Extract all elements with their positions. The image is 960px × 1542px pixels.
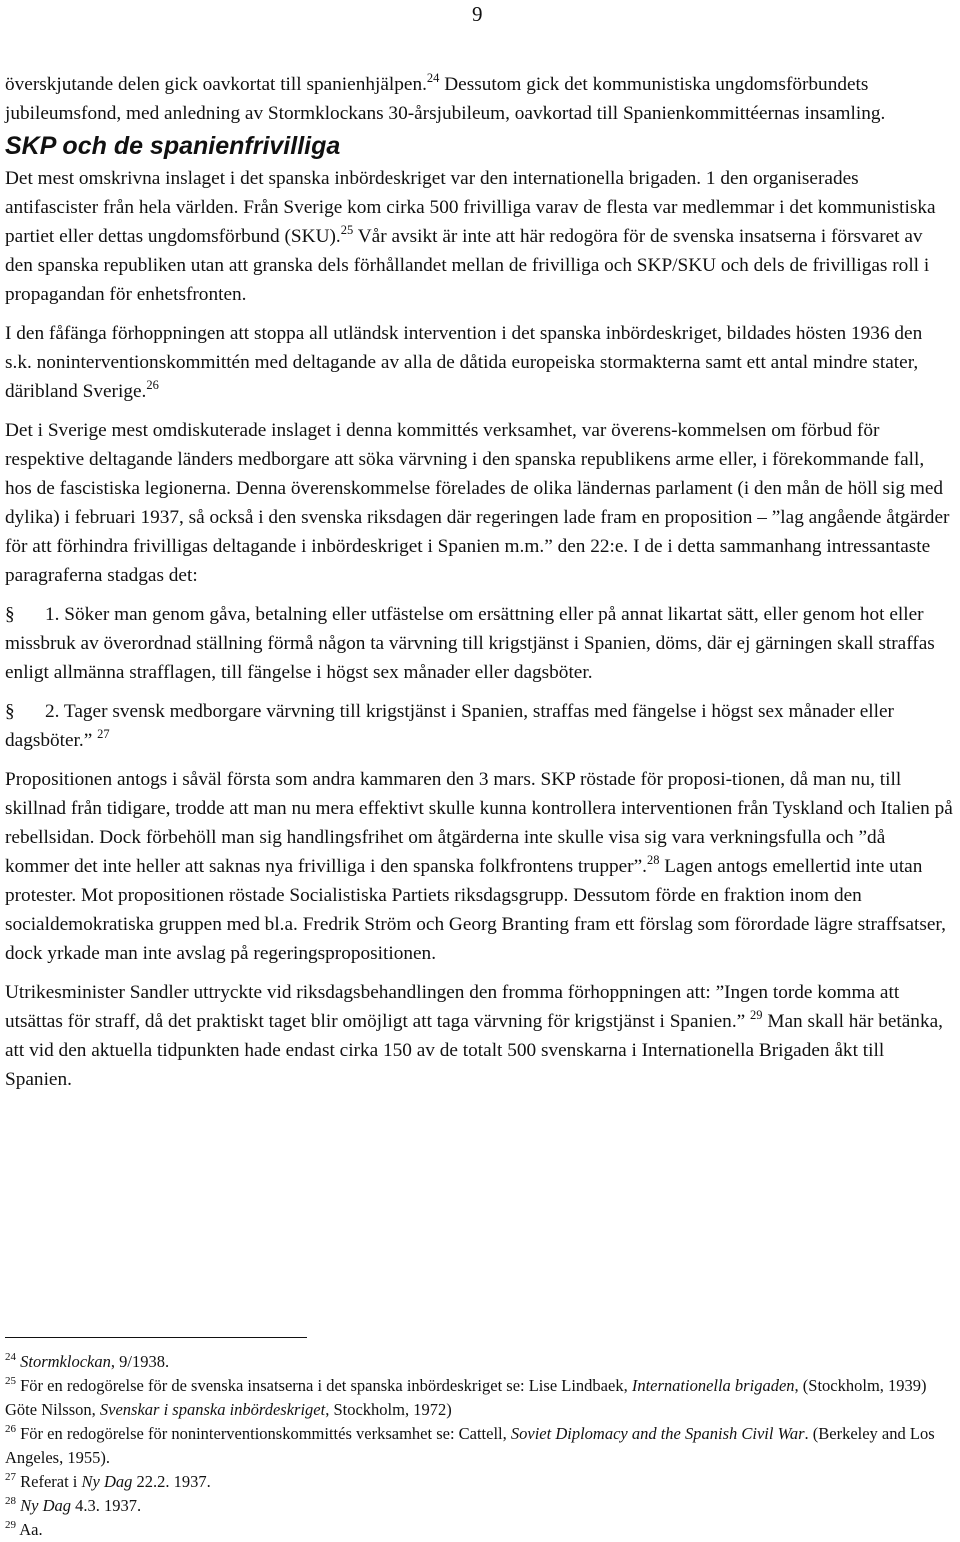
footnote-ref-29: 29 bbox=[750, 1008, 763, 1022]
footnote-ref-27: 27 bbox=[97, 727, 110, 741]
footnote-26: $^{26}$ För en redogörelse för noninterventionskommittés verksamhet se: Cattell, Soviet Diplomacy and the Spanish Civil War. (Berkeley and Los Angeles, 1955). bbox=[5, 1423, 935, 1467]
section-sign-icon bbox=[5, 600, 45, 629]
footnote-divider bbox=[5, 1337, 307, 1338]
page-number: 9 bbox=[472, 2, 483, 26]
paragraph-2: Det mest omskrivna inslaget i det spanska inbördeskriget var den internationella brigaden. 1 den organiserades antifascister från hela världen. Från Sverige kom cirka 500 frivilliga varav de flesta var medlemmar i det kommunistiska partiet eller dettas ungdomsförbund (SKU).$^{25}$ Vår avsikt är inte att här redogöra för de svenska insatserna i försvaret av den spanska republiken utan att granska dels förhållandet mellan de frivilliga och SKP/SKU och dels de frivilligas roll i propagandan för enhetsfronten. bbox=[5, 168, 936, 305]
law-paragraph-2: §2. Tager svensk medborgare värvning till krigstjänst i Spanien, straffas med fängelse i högst sex månader eller dagsböter.” $^{27}$ bbox=[5, 697, 953, 755]
footnotes bbox=[5, 1350, 953, 1542]
section-heading: SKP och de spanienfrivilliga bbox=[5, 132, 341, 160]
footnote-24: $^{24}$ Stormklockan, 9/1938. bbox=[5, 1351, 170, 1371]
footnote-28: $^{28}$ Ny Dag 4.3. 1937. bbox=[5, 1495, 142, 1515]
footnote-27: $^{27}$ Referat i Ny Dag 22.2. 1937. bbox=[5, 1471, 211, 1491]
footnote-ref-26: 26 bbox=[146, 378, 159, 392]
section-sign-icon bbox=[5, 697, 45, 726]
footnote-ref-24: 24 bbox=[426, 71, 440, 85]
footnote-ref-28: 28 bbox=[646, 853, 660, 867]
footnote-25: $^{25}$ För en redogörelse för de svenska insatserna i det spanska inbördeskriget se: Lise Lindbaek, Internationella brigaden, (Stockholm, 1939) Göte Nilsson, Svenskar i spanska inbördeskriget, Stockholm, 1972) bbox=[5, 1375, 927, 1419]
footnote-ref-25: 25 bbox=[340, 223, 354, 237]
law-paragraph-1: §1. Söker man genom gåva, betalning eller utfästelse om ersättning eller på annat likartat sätt, eller genom hot eller missbruk av överordnad ställning förmå någon ta värvning till krigstjänst i Spanien, döms, där ej gärningen skall straffas enligt allmänna strafflagen, till fängelse i högst sex månader eller dagsböter. bbox=[5, 600, 953, 687]
paragraph-4: Det i Sverige mest omdiskuterade inslaget i denna kommittés verksamhet, var överens-kommelsen om förbud för respektive deltagande länders medborgare att söka värvning i den spanska republikens arme eller, i förekommande fall, hos de fascistiska legionerna. Denna överenskommelse förelades de olika ländernas parlament (i den mån de höll sig med dylika) i februari 1937, så också i den svenska riksdagen där regeringen lade fram en proposition – ”lag angående åtgärder för att förhindra frivilligas deltagande i inbördeskriget i Spanien m.m.” den 22:e. I de i detta sammanhang intressantaste paragraferna stadgas det: bbox=[5, 420, 950, 586]
paragraph-8: Utrikesminister Sandler uttryckte vid riksdagsbehandlingen den fromma förhoppningen att: ”Ingen torde komma att utsättas för straff, då det praktiskt taget blir omöjligt att taga värvning för krigstjänst i Spanien.” $^{29}$ Man skall här betänka, att vid den aktuella tidpunkten hade endast cirka 150 av de totalt 500 svenskarna i Internationella Brigaden åkt till Spanien. bbox=[5, 982, 943, 1090]
footnote-29: $^{29}$ Aa. bbox=[5, 1519, 43, 1539]
body-text bbox=[5, 70, 953, 1094]
paragraph-1: överskjutande delen gick oavkortat till spanienhjälpen.$^{24}$ Dessutom gick det kommunistiska ungdomsförbundets jubileumsfond, med anledning av Stormklockans 30-årsjubileum, oavkortad till Spanienkommittéernas insamling. bbox=[5, 71, 886, 124]
paragraph-3: I den fåfänga förhoppningen att stoppa all utländsk intervention i det spanska inbördeskriget, bildades hösten 1936 den s.k. noninterventionskommittén med deltagande av alla de dåtida europeiska stormakterna samt ett antal mindre stater, däribland Sverige.$^{26}$ bbox=[5, 323, 923, 402]
paragraph-7: Propositionen antogs i såväl första som andra kammaren den 3 mars. SKP röstade för proposi-tionen, då man nu, till skillnad från tidigare, trodde att man nu mera effektivt skulle kunna kontrollera interventionen från Tyskland och Italien på rebellsidan. Dock förbehöll man sig handlingsfrihet om åtgärderna inte skulle visa sig vara verkningsfulla och ”då kommer det inte heller att saknas nya frivilliga i den spanska folkfrontens trupper”.$^{28}$ Lagen antogs emellertid inte utan protester. Mot propositionen röstade Socialistiska Partiets riksdagsgrupp. Dessutom förde en fraktion inom den socialdemokratiska gruppen med bl.a. Fredrik Ström och Georg Branting fram ett förslag som förordade lägre straffsatser, dock yrkade man inte avslag på regeringspropositionen. bbox=[5, 769, 953, 964]
